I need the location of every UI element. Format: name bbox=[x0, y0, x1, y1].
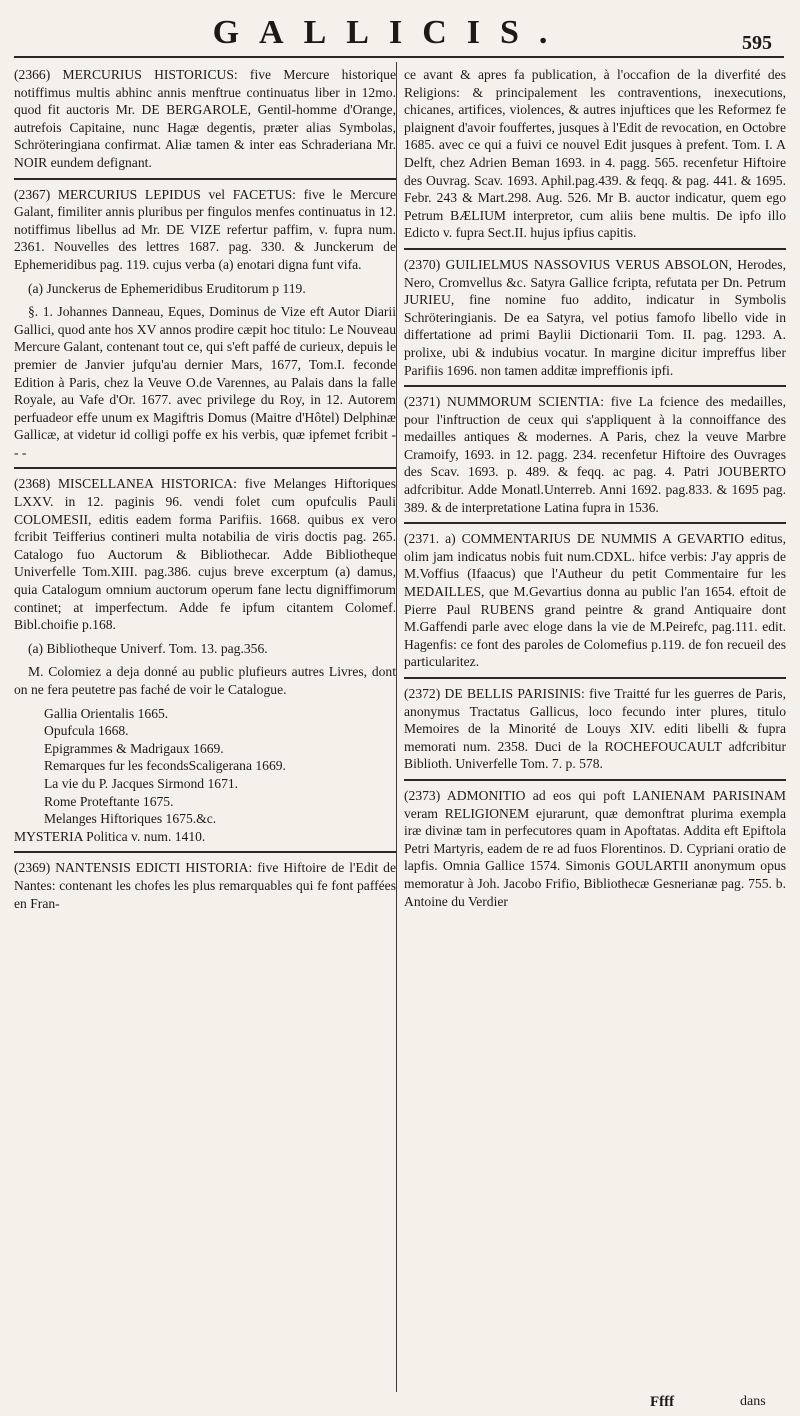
left-column bbox=[14, 66, 396, 918]
catalogue-item: Gallia Orientalis 1665. bbox=[44, 705, 169, 721]
header-rule bbox=[14, 56, 784, 58]
entry-2371: (2371) NUMMORUM SCIENTIA: five La fcience des medailles, pour l'inftruction de ceux qui s'appliquent à la connoiffance des medailles antiques & modernes. A Paris, chez la veuve Marbre Cramoify, 1693. in 12. pagg. 234. recenfetur Hiftoire des Ouvrages des Scav. 1693. p. 489. & feqq. ac pag. 4. Patri JOUBERTO adfcribitur. Adde Monatl.Unterreb. Anni 1692. pag.833. & 1695 pag. 389. & de interpretatione Latina fupra in 1536. bbox=[404, 394, 786, 515]
entry-2370: (2370) GUILIELMUS NASSOVIUS VERUS ABSOLON, Herodes, Nero, Cromvellus &c. Satyra Gallice fcripta, refutata per Dn. Petrum JURIEU, fine nomine fuo addito, indicatur in Symbolis Schröteringianis. De ea Satyra, vel potius famofo libello vide in differtatione ad primi Baylii Dictionarii Tom. II. pag. 1293. A. prolixe, ubi & indubius vocatur. In margine dicitur impreffus liber Parifiis 1696. non tamen additæ impreffionis ipfi. bbox=[404, 256, 786, 378]
entry-2366: (2366) MERCURIUS HISTORICUS: five Mercure historique notiffimus multis abhinc annis menftrue continuatus liber in 12mo. quod fit auctoris Mr. DE BERGAROLE, Gentil-homme d'Orange, autrefois Capitaine, nunc Hagæ degentis, præter alias Symbolas, Schröteringiana confirmat. Aliæ tamen & inter eas Schraderiana Mr. NOIR eundem defignant. bbox=[14, 67, 396, 170]
catalogue-item: MYSTERIA Politica v. num. 1410. bbox=[14, 828, 206, 844]
catalogue-item: Rome Proteftante 1675. bbox=[44, 793, 174, 809]
catchword: dans bbox=[740, 1394, 766, 1409]
catalogue-list bbox=[14, 705, 396, 846]
entry-separator bbox=[404, 779, 786, 781]
entry-2373: (2373) ADMONITIO ad eos qui poft LANIENAM PARISINAM veram RELIGIONEM ejurarunt, quæ demonftrat plurima exempla iræ divinæ tam in perfecutores quam in Apoftatas. Addita eft Epiftola Petri Martyris, eadem de re ad fuos Florentinos. D. Cypriani oratio de lapfis. Omnia Gallice 1574. Simonis GOULARTII anonymum opus memoratur à Joh. Jacobo Frifio, Bibliothecæ Gesnerianæ pag. 755. b. Antoine du Verdier bbox=[404, 787, 786, 909]
catalogue-item: Epigrammes & Madrigaux 1669. bbox=[44, 740, 224, 756]
entry-separator bbox=[404, 248, 786, 250]
page-header bbox=[0, 0, 800, 70]
footnote-2368b: M. Colomiez a deja donné au public plufieurs autres Livres, dont on ne fera peutetre pas faché de voir le Catalogue. bbox=[14, 664, 396, 697]
signature-mark: Ffff bbox=[650, 1394, 675, 1410]
footnote-2367b: §. 1. Johannes Danneau, Eques, Dominus de Vize eft Autor Diarii Gallici, quod ante hos XV annos prodire cæpit hoc titulo: Le Nouveau Mercure Galant, contenant tout ce, qui s'eft paffé de curieux, depuis le premier de Janvier jufqu'au dernier Mars, 1677, Tom.I. feconde Edition à Paris, chez la Veuve O.de Varennes, au Palais dans la falle Royale, au Vafe d'Or. 1677. avec privilege du Roy, in 12. Autorem perfuadeor effe unum ex Magiftris Domus (Maitre d'Hôtel) Delphinæ Gallicæ, at videtur id colligi poffe ex his verbis, quæ ipfemet fcribit - - - bbox=[14, 304, 396, 460]
footnote-2367a: (a) Junckerus de Ephemeridibus Eruditorum p 119. bbox=[28, 280, 306, 296]
entry-2368: (2368) MISCELLANEA HISTORICA: five Melanges Hiftoriques LXXV. in 12. paginis 96. vendi folet cum opufculis Pauli COLOMESII, editis eadem forma Parifiis. 1668. quibus ex vero fcribit Teifferius contineri multa notabilia de viris doctis pag. 265. Catalogo fuo Auctorum & Bibliothecar. Adde Bibliotheque Univerfelle Tom.XIII. pag.386. cujus breve excerptum (a) damus, quia Catalogum omnium auctorum operum fane lectu digniffimorum continet; at imperfectum. Adde fe ipfum citantem Colomef. Bibl.choifie p.168. bbox=[14, 476, 396, 633]
catalogue-item: Remarques fur les fecondsScaligerana 1669. bbox=[44, 758, 286, 774]
entry-separator bbox=[14, 178, 396, 180]
right-column bbox=[404, 66, 786, 916]
entry-2372: (2372) DE BELLIS PARISINIS: five Traitté fur les guerres de Paris, anonymus Tractatus Gallicus, loco fecundo inter plures, titulo Memoires de la Minorité de Louys XIV. editi libelli & fupra memorati num. 2358. Duci de la ROCHEFOUCAULT adfcribitur Biblioth. Univerfelle Tom. 7. p. 578. bbox=[404, 686, 786, 772]
entry-2371a: (2371. a) COMMENTARIUS DE NUMMIS A GEVARTIO editus, olim jam indicatus nobis fuit num.CDXL. hifce verbis: J'ay appris de M.Voffius (Ifaacus) que l'Autheur du petit Commentaire fur les MEDAILLES, que M.Gevartius donna au public l'an 1654. eftoit de Pierre Paul RUBENS grand peintre & grand Antiquaire dont M.Gaffendi parle avec eloge dans la vie de M.Peirefc, pag.111. edit. Hagenfis: ce font des paroles de Colomefius p.119. de fon recueil des particularitez. bbox=[404, 531, 786, 670]
entry-separator bbox=[404, 677, 786, 679]
entry-separator bbox=[404, 522, 786, 524]
entry-separator bbox=[404, 385, 786, 387]
catalogue-item: La vie du P. Jacques Sirmond 1671. bbox=[44, 775, 239, 791]
entry-2367: (2367) MERCURIUS LEPIDUS vel FACETUS: five le Mercure Galant, fimiliter annis pluribus per fingulos menfes continuatus in 12. notiffimus libellus ad Mr. DE VIZE refertur paffim, v. fupra num. 2361. Nouvelles des lettres 1687. pag. 330. & Junckerum de Ephemeridibus pag. 119. cujus verba (a) enotari digna funt vifa. bbox=[14, 186, 396, 272]
catalogue-item: Melanges Hiftoriques 1675.&c. bbox=[44, 811, 217, 827]
footnote-2368a: (a) Bibliotheque Univerf. Tom. 13. pag.356. bbox=[28, 640, 268, 656]
running-head: GALLICIS. bbox=[212, 14, 568, 51]
column-divider bbox=[396, 62, 397, 1392]
entry-2369: (2369) NANTENSIS EDICTI HISTORIA: five Hiftoire de l'Edit de Nantes: contenant les chofes les plus remarquables qui fe font paffées en Fran- bbox=[14, 860, 396, 911]
entry-2369-continued: ce avant & apres fa publication, à l'occafion de la diverfité des Religions: & principalement les contraventions, inexecutions, chicanes, artifices, violences, & autres injuftices que les Reformez fe plaignent d'avoir fouffertes, jusques à l'Edit de revocation, en Octobre 1685. avec ce qui a fuivi ce nouvel Edit jusques à prefent. Tom. I. A Delft, chez Adrien Beman 1693. in 4. pagg. 565. recenfetur Hiftoire des Ouvrag. Scav. 1693. Aphil.pag.439. & feqq. & pag. 441. & 1695. Febr. 243 & Mart.298. Aug. 526. Mr B. auctor indicatur, quem ego Petrum BÆLIUM interpretor, cum aliis bene multis. De ipfo illo Edicto v. fupra Sect.II. hujus ipfius capitis. bbox=[404, 67, 786, 241]
page-number: 595 bbox=[742, 32, 772, 54]
entry-separator bbox=[14, 851, 396, 853]
entry-separator bbox=[14, 467, 396, 469]
catalogue-item: Opufcula 1668. bbox=[44, 723, 129, 739]
